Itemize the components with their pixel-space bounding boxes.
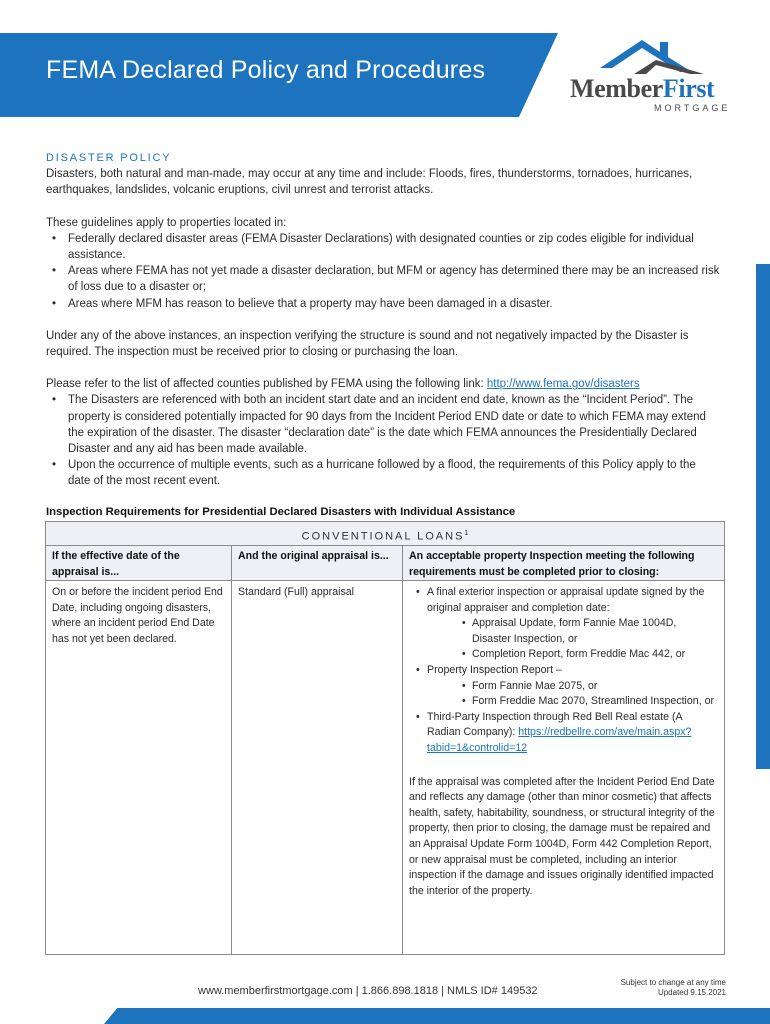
sub-list [427, 616, 718, 663]
logo-wordmark [570, 74, 714, 104]
table-banner-label: CONVENTIONAL LOANS [301, 530, 465, 543]
footer-note-line: Updated 9.15.2021 [657, 988, 726, 997]
list-item [409, 585, 718, 663]
list-item: • Completion Report, form Freddie Mac 442, or [427, 647, 718, 663]
list-item: • Areas where MFM has reason to believe that a property may have been damaged in a disaster. [46, 296, 720, 312]
table-banner [46, 522, 724, 546]
table-header-row [46, 546, 724, 581]
condition-cell: On or before the incident period End Date, including ongoing disasters, where an incident period End Date has not yet been declared. [46, 581, 232, 954]
footer-note [590, 978, 726, 998]
list-item [409, 710, 718, 757]
requirements-list [409, 585, 718, 757]
memberfirst-logo [566, 36, 731, 116]
refer-lead: Please refer to the list of affected counties published by FEMA using the following link: [46, 378, 487, 391]
requirement-text: Third-Party Inspection through Red Bell Real estate (A Radian Company): [427, 710, 682, 739]
requirement-text: A final exterior inspection or appraisal update signed by the original appraiser and completion date: [427, 586, 705, 614]
list-item: • The Disasters are referenced with both an incident start date and an incident end date, known as the “Incident Period”. The property is considered potentially impacted for 90 days from the Incident Period END date or date to which FEMA may extend the expiration of the disaster. The disaster “declaration date” is the date which FEMA announces the Presidentially Declared Disaster and any aid has been made available. [46, 392, 720, 457]
refer-paragraph [46, 376, 720, 392]
table-banner-footnote: 1 [464, 530, 469, 537]
footer-contact: www.memberfirstmortgage.com | 1.866.898.1818 | NMLS ID# 149532 [198, 985, 538, 997]
requirements-cell [403, 581, 724, 954]
requirement-text: Property Inspection Report – [427, 663, 562, 676]
column-header: If the effective date of the appraisal is... [46, 546, 232, 580]
intro-paragraph: Disasters, both natural and man-made, may occur at any time and include: Floods, fires, thunderstorms, tornadoes, hurricanes, earthquakes, landslides, volcanic eruptions, civil unrest and terrorist attacks. [46, 168, 693, 197]
list-item [409, 663, 718, 710]
list-item: • Form Freddie Mac 2070, Streamlined Inspection, or [427, 694, 718, 710]
side-accent-bar [756, 264, 770, 769]
inspection-paragraph: Under any of the above instances, an inspection verifying the structure is sound and not negatively impacted by the Disaster is required. The inspection must be received prior to closing or purchasing the loan. [46, 329, 689, 359]
fema-disasters-link[interactable]: http://www.fema.gov/disasters [486, 378, 640, 391]
logo-subtitle: MORTGAGE [654, 103, 731, 113]
house-roof-icon [594, 36, 709, 76]
logo-member: Member [570, 74, 663, 103]
footer-accent-bar [104, 1008, 770, 1024]
redbell-link[interactable]: https://redbellre.com/ave/main.aspx?tabid=1&controlid=12 [427, 726, 692, 754]
appraisal-cell: Standard (Full) appraisal [232, 581, 403, 954]
refer-list [46, 392, 720, 489]
table-row [46, 581, 724, 954]
inspection-table [45, 521, 725, 955]
appraisal-note: If the appraisal was completed after the Incident Period End Date and reflects any damage (other than minor cosmetic) that affects health, safety, habitability, soundness, or structural integrity of the property, then prior to closing, the damage must be repaired and an Appraisal Update Form 1004D, Form 442 Completion Report, or new appraisal must be completed, including an interior inspection if the damage and issues originally identified impacted the interior of the property. [409, 775, 715, 897]
list-item: • Appraisal Update, form Fannie Mae 1004D, Disaster Inspection, or [427, 616, 718, 647]
table-heading: Inspection Requirements for Presidential Declared Disasters with Individual Assistance [46, 506, 516, 518]
logo-first: First [662, 74, 715, 103]
column-header: And the original appraisal is... [232, 546, 403, 580]
footer-note-line: Subject to change at any time [620, 978, 726, 987]
column-header: An acceptable property Inspection meeting the following requirements must be completed prior to closing: [409, 550, 695, 578]
policy-content [46, 150, 720, 490]
guidelines-lead: These guidelines apply to properties located in: [46, 216, 287, 229]
list-item: • Areas where FEMA has not yet made a disaster declaration, but MFM or agency has determined there may be an increased risk of loss due to a disaster or; [46, 263, 720, 295]
guidelines-list [46, 231, 720, 312]
sub-list [427, 679, 718, 710]
page-title: FEMA Declared Policy and Procedures [46, 56, 486, 84]
list-item: • Form Fannie Mae 2075, or [427, 679, 718, 695]
section-title: DISASTER POLICY [46, 152, 172, 164]
list-item: • Federally declared disaster areas (FEMA Disaster Declarations) with designated counties or zip codes eligible for individual assistance. [46, 231, 720, 263]
list-item: • Upon the occurrence of multiple events, such as a hurricane followed by a flood, the requirements of this Policy apply to the date of the most recent event. [46, 457, 720, 489]
